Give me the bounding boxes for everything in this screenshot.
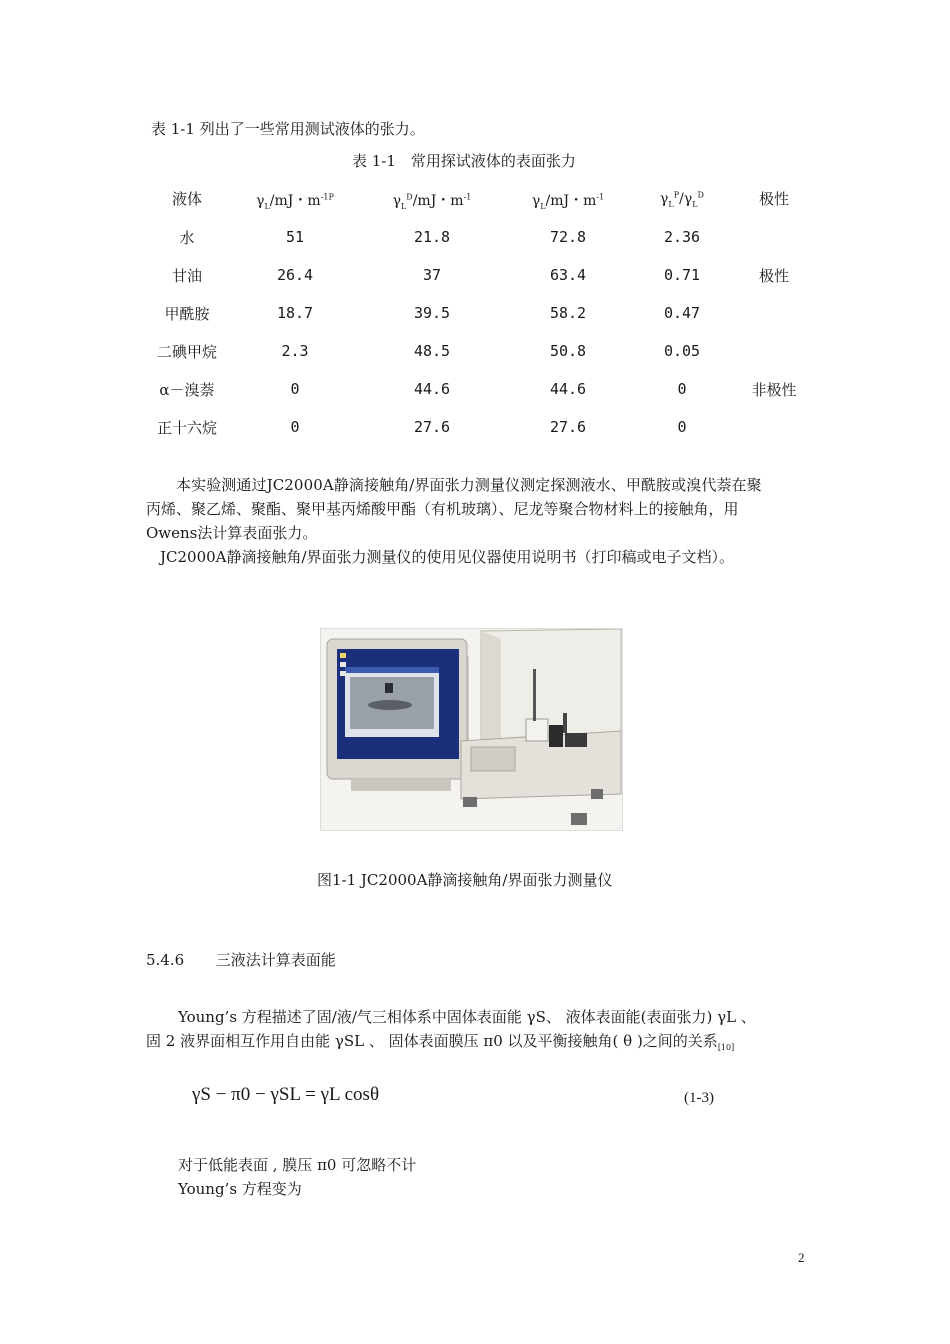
header-ratio-text: $\gamma_L^P/\gamma_L^D$ <box>660 190 704 209</box>
table-cell: 0 <box>290 418 300 436</box>
figure-caption: 图1-1 JC2000A静滴接触角/界面张力测量仪 <box>317 871 613 889</box>
table-cell: 44.6 <box>549 380 587 398</box>
paragraph-line: Owens法计算表面张力。 <box>146 524 318 542</box>
header-gamma-total-text: $\gamma_L/mJ$・$m^{-1}$ <box>531 192 605 211</box>
header-polarity: 极性 <box>758 190 789 208</box>
table-cell: 2.3 <box>281 342 309 360</box>
header-gamma-d <box>372 190 492 211</box>
table-caption: 表 1-1 常用探试液体的表面张力 <box>352 152 576 170</box>
table-cell: 58.2 <box>549 304 587 322</box>
table-cell: 26.4 <box>276 266 314 284</box>
table-cell: 72.8 <box>549 228 587 246</box>
paragraph-line: 对于低能表面 , 膜压 π0 可忽略不计 <box>178 1156 417 1174</box>
paragraph-line: 本实验测通过JC2000A静滴接触角/界面张力测量仪测定探测液水、甲酰胺或溴代萘在聚 <box>176 476 762 494</box>
table-cell: 18.7 <box>276 304 314 322</box>
header-gamma-total <box>508 190 628 211</box>
table-cell: 0.71 <box>663 266 701 284</box>
intro-line: 表 1-1 列出了一些常用测试液体的张力。 <box>151 120 425 138</box>
table-cell: 0.05 <box>663 342 701 360</box>
equation-number: (1-3) <box>684 1090 714 1106</box>
table-cell: 0 <box>290 380 300 398</box>
section-number: 5.4.6 <box>146 951 185 969</box>
table-cell: 27.6 <box>549 418 587 436</box>
header-gamma-p <box>235 190 355 211</box>
paragraph-line: Young’s 方程变为 <box>178 1180 302 1198</box>
header-liquid: 液体 <box>171 190 202 208</box>
table-cell: 0 <box>677 380 687 398</box>
table-cell: 50.8 <box>549 342 587 360</box>
table-cell: 48.5 <box>413 342 451 360</box>
instrument-photo <box>320 628 623 831</box>
table-cell: 0 <box>677 418 687 436</box>
paragraph-line: JC2000A静滴接触角/界面张力测量仪的使用见仪器使用说明书（打印稿或电子文档）。 <box>160 548 735 566</box>
table-cell: 44.6 <box>413 380 451 398</box>
paragraph-line <box>146 1030 734 1052</box>
table-cell: 2.36 <box>663 228 701 246</box>
table-cell: 27.6 <box>413 418 451 436</box>
table-cell: 21.8 <box>413 228 451 246</box>
paragraph-line: Young’s 方程描述了固/液/气三相体系中固体表面能 γS、 液体表面能(表面张力) γL 、 <box>178 1008 756 1026</box>
table-cell: 水 <box>179 229 195 247</box>
table-cell: 非极性 <box>751 381 797 399</box>
table-cell: 39.5 <box>413 304 451 322</box>
instrument-illustration <box>321 629 622 830</box>
header-gamma-p-text: $\gamma_L/mJ$・$m^{-1P}$ <box>256 192 334 211</box>
section-heading <box>146 949 336 970</box>
table-cell: 正十六烷 <box>156 419 217 437</box>
paragraph-text: 固 2 液界面相互作用自由能 γSL 、 固体表面膜压 π0 以及平衡接触角( θ )之间的关系 <box>146 1032 718 1050</box>
equation-text: γS − π0 − γSL = γL cosθ <box>192 1084 380 1105</box>
table-cell: 37 <box>422 266 442 284</box>
table-cell: 甘油 <box>171 267 202 285</box>
table-cell: α－溴萘 <box>159 381 215 399</box>
table-cell: 二碘甲烷 <box>156 343 217 361</box>
table-cell: 极性 <box>758 267 789 285</box>
paragraph-line: 丙烯、聚乙烯、聚酯、聚甲基丙烯酸甲酯（有机玻璃）、尼龙等聚合物材料上的接触角，用 <box>146 500 739 518</box>
page-number: 2 <box>798 1250 805 1265</box>
table-cell: 63.4 <box>549 266 587 284</box>
header-gamma-d-text: $\gamma_L^D/mJ$・$m^{-1}$ <box>392 192 472 211</box>
table-cell: 0.47 <box>663 304 701 322</box>
table-cell: 甲酰胺 <box>164 305 210 323</box>
section-title: 三液法计算表面能 <box>215 951 336 969</box>
table-cell: 51 <box>285 228 305 246</box>
citation-ref: [10] <box>717 1043 735 1052</box>
